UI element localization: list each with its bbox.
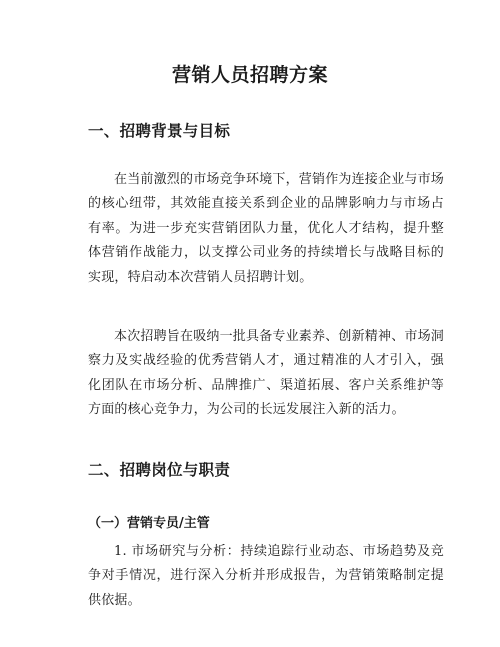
list-item-market-research: 1. 市场研究与分析：持续追踪行业动态、市场趋势及竞争对手情况，进行深入分析并形成报告，为营销策略制定提供依据。 [88, 544, 444, 608]
subsection-heading-marketing-specialist: （一）营销专员/主管 [88, 516, 210, 531]
section-heading-positions-duties: 二、招聘岗位与职责 [88, 461, 231, 479]
document-title: 营销人员招聘方案 [171, 64, 328, 86]
section-heading-background-goals: 一、招聘背景与目标 [88, 122, 231, 140]
paragraph-goals: 本次招聘旨在吸纳一批具备专业素养、创新精神、市场洞察力及实战经验的优秀营销人才，通过精准的人才引入，强化团队在市场分析、品牌推广、渠道拓展、客户关系维护等方面的核心竞争力，为公司的长远发展注入新的活力。 [88, 329, 445, 418]
paragraph-background: 在当前激烈的市场竞争环境下，营销作为连接企业与市场的核心纽带，其效能直接关系到企业的品牌影响力与市场占有率。为进一步充实营销团队力量，优化人才结构，提升整体营销作战能力，以支撑公司业务的持续增长与战略目标的实现，特启动本次营销人员招聘计划。 [88, 172, 445, 285]
